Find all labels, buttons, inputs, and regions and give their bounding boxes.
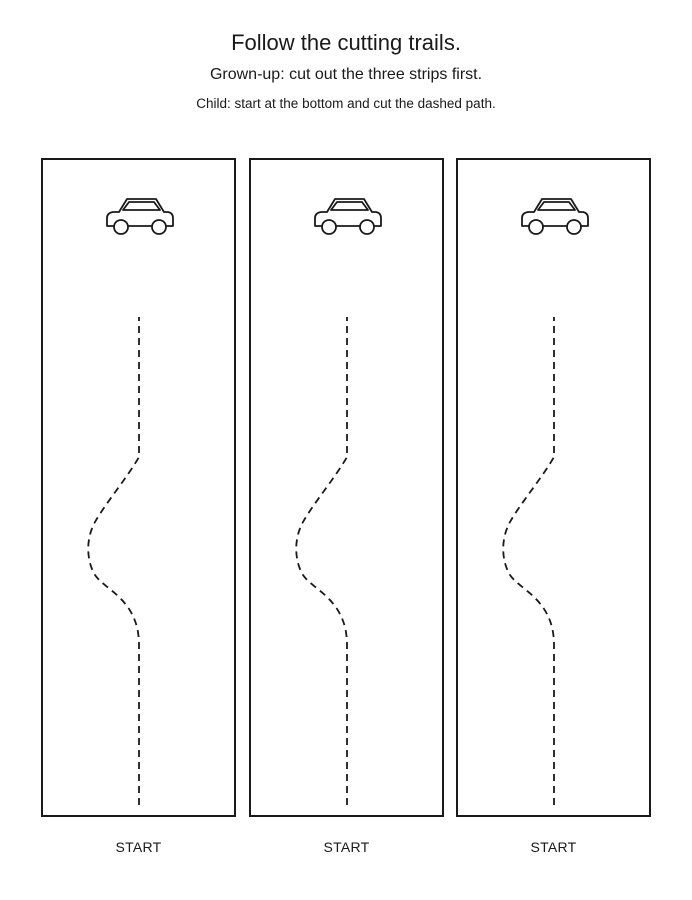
strip-graphic (43, 160, 234, 815)
dashed-cutting-path (503, 317, 554, 805)
cutting-strip-2 (249, 158, 444, 817)
dashed-cutting-path (296, 317, 347, 805)
strip-graphic (458, 160, 649, 815)
car-icon (522, 199, 588, 234)
strip-graphic (251, 160, 442, 815)
start-label-3: START (530, 839, 577, 855)
car-icon (107, 199, 173, 234)
worksheet-instruction: Child: start at the bottom and cut the dashed path. (196, 96, 496, 111)
car-icon (315, 199, 381, 234)
worksheet-subtitle: Grown-up: cut out the three strips first. (209, 66, 483, 83)
dashed-cutting-path (88, 317, 139, 805)
cutting-strip-1 (41, 158, 236, 817)
cutting-strip-3 (456, 158, 651, 817)
start-label-1: START (115, 839, 162, 855)
worksheet-title: Follow the cutting trails. (231, 30, 461, 55)
start-label-2: START (323, 839, 370, 855)
